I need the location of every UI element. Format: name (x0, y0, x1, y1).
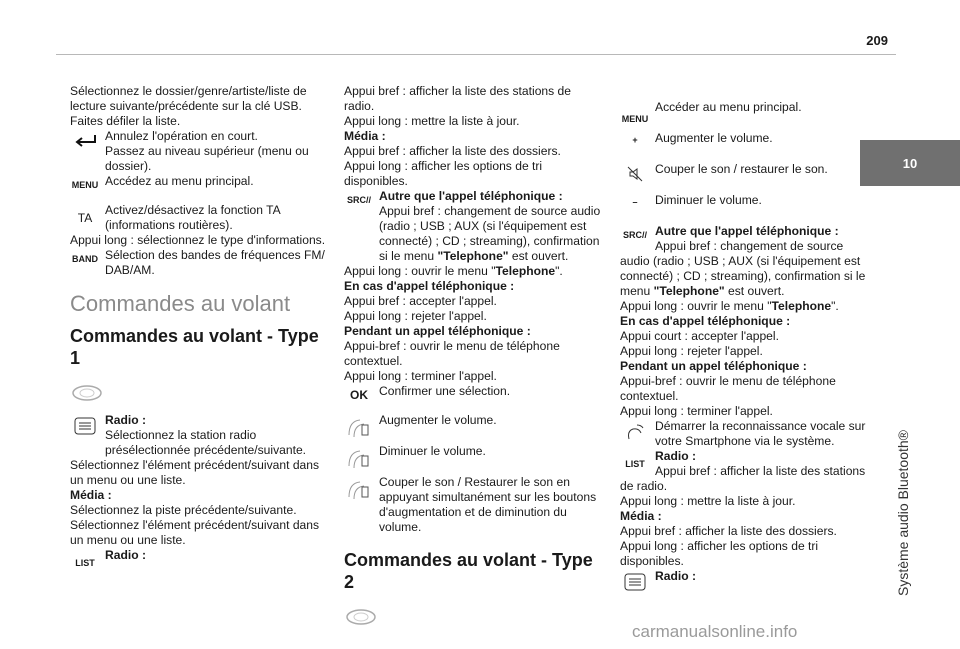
ok-row: OK Confirmer une sélection. (344, 384, 602, 399)
control-diagram-icon (344, 479, 374, 506)
type2-title: Commandes au volant - Type 2 (344, 550, 593, 592)
voice-hand-icon (620, 423, 650, 446)
page-number: 209 (866, 33, 888, 48)
band-icon: BAND (72, 254, 98, 264)
vol-up-row: + Augmenter le volume. (620, 131, 866, 146)
list-lines-icon (70, 417, 100, 440)
column-1: Sélectionnez le dossier/genre/artiste/liste de lecture suivante/précédente sur la clé USB. Faites défiler la liste. Annulez l'opération en court. Passez au niveau supérieur (menu ou dossier). MENU Accédez au menu principal. TA Activez/désactivez la fonction TA (informations routières). Appui long : sélectionnez le type d'informations. BAND Sélection des bandes de fréquences FM/ DAB/AM. Commandes au volant Commandes au volant - Type 1 Radio : Sélectionnez la station radio présélectionnée précédente/suivante. Sélectionnez l'élément précédent/suivant dans un menu ou une liste. Média : Sélectionnez la piste précédente/suivante. Sélectionnez l'élément précédent/suivant dans un menu ou une liste. LIST Radio : (70, 84, 326, 563)
intro-line: Sélectionnez le dossier/genre/artiste/liste de lecture suivante/précédente sur la clé USB. (70, 84, 307, 113)
mute-icon (620, 166, 650, 187)
band-row: BAND Sélection des bandes de fréquences FM/ DAB/AM. (72, 248, 325, 277)
ta-icon: TA (77, 211, 93, 225)
list-icon: LIST (625, 459, 645, 469)
voice-row: Démarrer la reconnaissance vocale sur votre Smartphone via le système. (620, 419, 866, 449)
menu-icon: MENU (71, 180, 99, 190)
ok-icon: OK (350, 388, 368, 402)
column-3: MENU Accéder au menu principal. + Augmenter le volume. Couper le son / restaurer le son. – Diminuer le volume. SRC// Autre que l'appel téléphonique : Appui bref : changement de source audio (radio ; USB ; AUX (si l'équipement est connecté) ; CD ; streaming), confirmation si le menu "Telephone" est ouvert. Appui long : ouvrir le menu "Telephone". En cas d'appel téléphonique : Appui court : accepter l'appel. Appui long : rejeter l'appel. Pendant un appel téléphonique : Appui-bref : ouvrir le menu de téléphone contextuel. Appui long : terminer l'appel. Démarrer la reconnaissance vocale sur votre Smartphone via le système. LIST Radio : Appui bref : afficher la liste des stations de radio. Appui long : mettre la liste à jour. Média : Appui bref : afficher la liste des dossiers. Appui long : afficher les options de tri disponibles. Radio : (620, 100, 866, 584)
steering-control-icon (344, 607, 378, 627)
column-2: Appui bref : afficher la liste des stations de radio. Appui long : mettre la liste à jour. Média : Appui bref : afficher la liste des dossiers. Appui long : afficher les options de tri disponibles. SRC// Autre que l'appel téléphonique : Appui bref : changement de source audio (radio ; USB ; AUX (si l'équipement est connecté) ; CD ; streaming), confirmation si le menu "Telephone" est ouvert. Appui long : ouvrir le menu "Telephone". En cas d'appel téléphonique : Appui bref : accepter l'appel. Appui long : rejeter l'appel. Pendant un appel téléphonique : Appui-bref : ouvrir le menu de téléphone contextuel. Appui long : terminer l'appel. OK Confirmer une sélection. Augmenter le volume. Diminuer le volume. Couper le son / Restaurer le son en appuyant simultanément sur les boutons d'augmentation et de diminution du volume. Commandes au volant - Type 2 (344, 84, 602, 637)
src-icon: SRC// (622, 230, 648, 240)
steering-control-icon (70, 383, 104, 403)
menu-icon: MENU (621, 114, 649, 124)
vol-down-row: Diminuer le volume. (344, 444, 602, 459)
mute-row: Couper le son / Restaurer le son en appuyant simultanément sur les boutons d'augmentation et de diminution du volume. (344, 475, 602, 535)
list-icon: LIST (75, 558, 95, 568)
header-rule (56, 54, 896, 55)
mute-row: Couper le son / restaurer le son. (620, 162, 866, 177)
intro-line: Faites défiler la liste. (70, 114, 181, 128)
radio-row: Radio : Sélectionnez la station radio présélectionnée précédente/suivante. (70, 413, 326, 458)
vol-down-row: – Diminuer le volume. (620, 193, 866, 208)
src-icon: SRC// (346, 195, 372, 205)
back-row: Annulez l'opération en court. (70, 129, 326, 144)
control-diagram-icon (344, 417, 374, 444)
chapter-title: Système audio Bluetooth® (895, 430, 911, 596)
radio-row: Radio : (620, 569, 866, 584)
watermark: carmanualsonline.info (632, 622, 798, 641)
back-arrow-icon (70, 133, 100, 154)
list-row: LIST Radio : Appui bref : afficher la liste des stations (620, 449, 866, 479)
plus-icon: + (632, 135, 638, 145)
menu-row: MENU Accédez au menu principal. (70, 174, 326, 189)
control-diagram-icon (344, 448, 374, 475)
vol-up-row: Augmenter le volume. (344, 413, 602, 428)
list-lines-icon (620, 573, 650, 596)
section-title: Commandes au volant (70, 291, 291, 316)
type1-title: Commandes au volant - Type 1 (70, 326, 319, 368)
src-row: SRC// Autre que l'appel téléphonique : Appui bref : changement de source (620, 224, 866, 254)
src-row: SRC// Autre que l'appel téléphonique : Appui bref : changement de source audio (radio ; USB ; AUX (si l'équipement est connecté) ; CD ; streaming), confirmation si le menu "Telephone" est ouvert. (344, 189, 602, 264)
ta-row: TA Activez/désactivez la fonction TA (informations routières). (70, 203, 326, 233)
minus-icon: – (632, 197, 638, 207)
list-row: LIST Radio : (70, 548, 326, 563)
chapter-tab: 10 (860, 140, 960, 186)
menu-row: MENU Accéder au menu principal. (620, 100, 866, 115)
